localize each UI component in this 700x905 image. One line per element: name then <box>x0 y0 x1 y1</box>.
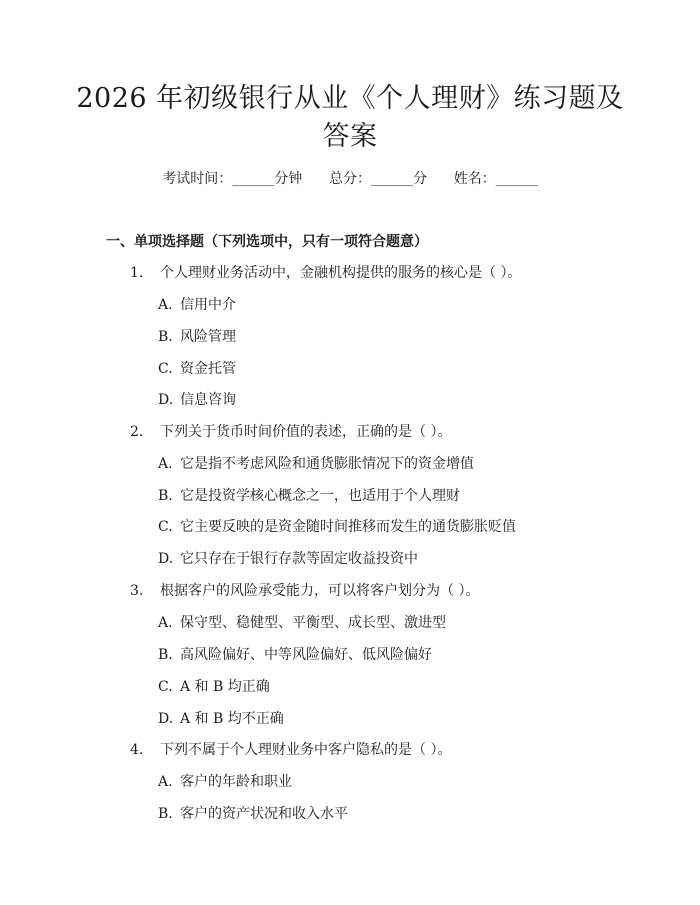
q3-option-a <box>158 612 446 632</box>
option-text: 资金托管 <box>180 361 236 377</box>
q1-option-d <box>158 389 236 409</box>
exam-meta-line: 考试时间：______分钟 总分：______分 姓名：______ <box>162 171 538 187</box>
option-letter: B. <box>158 806 173 822</box>
option-text: 客户的资产状况和收入水平 <box>180 806 348 822</box>
option-letter: C. <box>158 679 173 695</box>
option-letter: D. <box>158 392 174 408</box>
option-letter: A. <box>158 456 173 472</box>
question-4 <box>130 739 451 759</box>
option-letter: B. <box>158 329 173 345</box>
section-title: 一、单项选择题（下列选项中，只有一项符合题意） <box>106 234 428 250</box>
option-text: A 和 B 均不正确 <box>180 711 284 727</box>
option-text: A 和 B 均正确 <box>180 679 270 695</box>
option-letter: C. <box>158 361 173 377</box>
option-text: 它只存在于银行存款等固定收益投资中 <box>180 551 418 567</box>
option-letter: C. <box>158 519 173 535</box>
option-text: 它是指不考虑风险和通货膨胀情况下的资金增值 <box>180 456 474 472</box>
option-letter: D. <box>158 711 174 727</box>
question-number: 1. <box>130 265 144 281</box>
question-number: 3. <box>130 583 144 599</box>
document-title <box>60 80 640 156</box>
q3-option-d <box>158 708 284 728</box>
question-text: 下列关于货币时间价值的表述，正确的是（ ）。 <box>160 424 452 440</box>
question-2 <box>130 421 451 441</box>
q2-option-b <box>158 485 460 505</box>
question-number: 2. <box>130 424 144 440</box>
question-number: 4. <box>130 742 144 758</box>
title-line-2: 答案 <box>322 121 378 152</box>
q2-option-d <box>158 548 418 568</box>
q4-option-b <box>158 803 348 823</box>
option-text: 信用中介 <box>180 297 236 313</box>
q1-option-b <box>158 326 236 346</box>
q1-option-c <box>158 358 236 378</box>
question-1 <box>130 262 521 282</box>
title-line-1: 2026 年初级银行从业《个人理财》练习题及 <box>76 83 624 114</box>
q4-option-a <box>158 771 292 791</box>
option-text: 高风险偏好、中等风险偏好、低风险偏好 <box>180 647 432 663</box>
option-text: 信息咨询 <box>180 392 236 408</box>
option-text: 客户的年龄和职业 <box>180 774 292 790</box>
option-letter: A. <box>158 297 173 313</box>
q3-option-c <box>158 676 270 696</box>
option-letter: A. <box>158 615 173 631</box>
option-letter: D. <box>158 551 174 567</box>
q1-option-a <box>158 294 236 314</box>
question-text: 下列不属于个人理财业务中客户隐私的是（ ）。 <box>160 742 452 758</box>
option-letter: B. <box>158 488 173 504</box>
question-3 <box>130 580 479 600</box>
option-text: 保守型、稳健型、平衡型、成长型、激进型 <box>180 615 446 631</box>
option-letter: A. <box>158 774 173 790</box>
q2-option-a <box>158 453 474 473</box>
option-text: 风险管理 <box>180 329 236 345</box>
option-text: 它主要反映的是资金随时间推移而发生的通货膨胀贬值 <box>180 519 516 535</box>
question-text: 根据客户的风险承受能力，可以将客户划分为（ ）。 <box>160 583 480 599</box>
option-letter: B. <box>158 647 173 663</box>
q2-option-c <box>158 516 516 536</box>
option-text: 它是投资学核心概念之一，也适用于个人理财 <box>180 488 460 504</box>
question-text: 个人理财业务活动中，金融机构提供的服务的核心是（ ）。 <box>160 265 522 281</box>
q3-option-b <box>158 644 432 664</box>
